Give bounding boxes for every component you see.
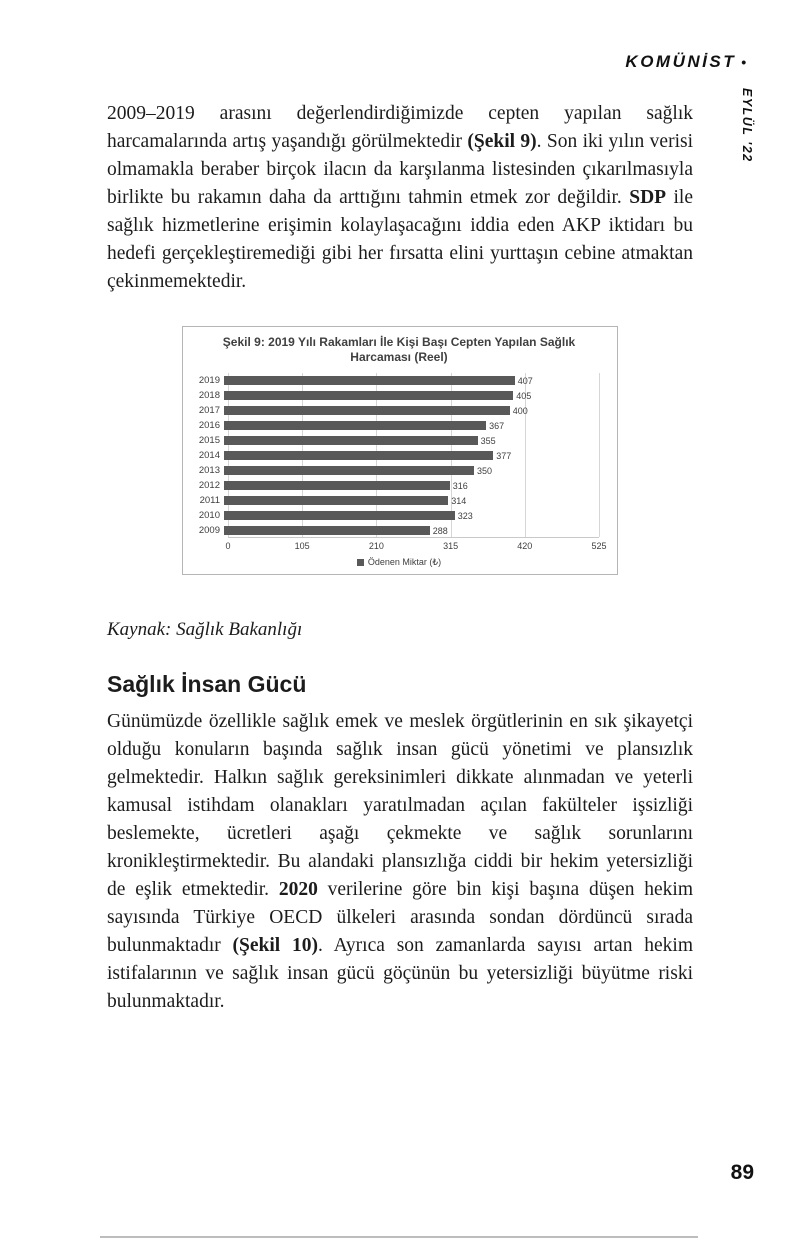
page-number: 89	[730, 1161, 754, 1184]
text-run: . Ayrıca son zamanlarda sayısı artan hekim istifalarının ve sağlık insan gücü göçünün bu yetersizliği büyütme riski bulunmaktadır.	[107, 935, 693, 1012]
text-run: 2009–2019 arasını değerlendirdiğimizde cepten yapılan sağlık harcamalarında artış yaşandığı görülmektedir	[107, 103, 693, 152]
bar-area	[224, 391, 599, 401]
x-axis-tick-label: 420	[517, 541, 533, 551]
bar-row	[191, 433, 607, 448]
y-axis-label: 2016	[198, 420, 220, 431]
bar-area	[224, 526, 599, 536]
y-axis-label: 2009	[198, 525, 220, 536]
bar-area	[224, 376, 599, 386]
bar	[224, 436, 478, 445]
text-run: . Son iki yılın verisi olmamakla beraber birçok ilacın da karşılanma listesinden çıkarılmasıyla birlikte bu rakamın daha da arttığını tahmin etmek zor değildir.	[107, 131, 693, 208]
chart-bars	[191, 373, 607, 538]
bold-text-run: (Şekil 9)	[467, 131, 537, 152]
y-axis-label: 2010	[198, 510, 220, 521]
masthead-bullet-icon: •	[741, 54, 746, 70]
x-axis	[225, 540, 607, 553]
x-axis-tick-label: 0	[225, 541, 231, 551]
y-axis-label: 2018	[198, 390, 220, 401]
bar	[224, 391, 513, 400]
bold-text-run: (Şekil 10)	[232, 935, 319, 956]
text-run: ile sağlık hizmetlerine erişimin kolaylaşacağını iddia eden AKP iktidarı bu hedefi gerçekleştiremediği gibi her fırsatta elini yurttaşın cebine atmaktan çekinmemektedir.	[107, 187, 693, 292]
text-run: Günümüzde özellikle sağlık emek ve meslek örgütlerinin en sık şikayetçi olduğu konuların başında sağlık insan gücü yönetimi ve plansızlık gelmektedir. Halkın sağlık gereksinimleri dikkate alınmadan ve yeterli kamusal istihdam olanakları yaratılmadan açılan fakülteler işsizliği beslemekte, ücretleri aşağı çekmekte ve sağlık sorunlarını kronikleştirmektedir. Bu alandaki plansızlığa ciddi bir hekim yetersizliği de eşlik etmektedir.	[107, 711, 693, 900]
bar-value-label: 316	[452, 480, 468, 491]
y-axis-label: 2013	[198, 465, 220, 476]
bar-row	[191, 373, 607, 388]
bar-area	[224, 466, 599, 476]
y-axis-label: 2014	[198, 450, 220, 461]
bar	[224, 466, 474, 475]
y-axis-label: 2012	[198, 480, 220, 491]
bar-row	[191, 403, 607, 418]
bar-value-label: 377	[496, 450, 512, 461]
masthead-title: KOMÜNİST	[625, 52, 737, 71]
chart-legend	[191, 556, 607, 568]
bar-value-label: 350	[477, 465, 493, 476]
bar-value-label: 314	[451, 495, 467, 506]
x-axis-tick-label: 315	[443, 541, 459, 551]
issue-date: EYLÜL '22	[740, 88, 754, 163]
bar-row	[191, 463, 607, 478]
paragraph-2	[107, 708, 693, 1016]
bar-value-label: 367	[489, 420, 505, 431]
chart-title: Şekil 9: 2019 Yılı Rakamları İle Kişi Başı Cepten Yapılan Sağlık Harcaması (Reel)	[222, 335, 576, 364]
bar	[224, 511, 455, 520]
y-axis-label: 2019	[198, 375, 220, 386]
bar-row	[191, 448, 607, 463]
masthead	[625, 52, 746, 72]
bar-area	[224, 481, 599, 491]
bar-area	[224, 421, 599, 431]
source-caption: Kaynak: Sağlık Bakanlığı	[107, 619, 303, 640]
page-bottom-edge	[100, 1236, 698, 1238]
bar-row	[191, 508, 607, 523]
bar-value-label: 400	[512, 405, 528, 416]
bar-area	[224, 511, 599, 521]
bar	[224, 376, 515, 385]
legend-swatch-icon	[357, 559, 364, 566]
bar	[224, 421, 486, 430]
bar	[224, 481, 450, 490]
x-axis-tick-label: 105	[294, 541, 310, 551]
chart-plot-area	[191, 373, 607, 538]
bar-value-label: 323	[457, 510, 473, 521]
bar-row	[191, 493, 607, 508]
bar-area	[224, 436, 599, 446]
x-axis-tick-label: 525	[591, 541, 607, 551]
text-run: verilerine göre bin kişi başına düşen hekim sayısında Türkiye OECD ülkeleri arasında sondan dördüncü sırada bulunmaktadır	[107, 879, 693, 956]
bold-text-run: 2020	[278, 879, 318, 900]
figure-9-chart	[182, 326, 618, 575]
bar-area	[224, 406, 599, 416]
x-axis-tick-label: 210	[368, 541, 384, 551]
bar-row	[191, 523, 607, 538]
bar	[224, 451, 493, 460]
paragraph-1	[107, 100, 693, 296]
y-axis-label: 2017	[198, 405, 220, 416]
bar-row	[191, 478, 607, 493]
bar-value-label: 355	[480, 435, 496, 446]
bar-area	[224, 451, 599, 461]
legend-label: Ödenen Miktar (₺)	[367, 556, 442, 567]
bar	[224, 406, 510, 415]
bar-row	[191, 418, 607, 433]
y-axis-label: 2011	[199, 495, 220, 506]
bar-value-label: 288	[432, 525, 448, 536]
bar-value-label: 405	[516, 390, 532, 401]
bar	[224, 526, 430, 535]
bar-value-label: 407	[517, 375, 533, 386]
bar	[224, 496, 448, 505]
y-axis-label: 2015	[198, 435, 220, 446]
article-body	[107, 100, 693, 1016]
bar-area	[224, 496, 599, 506]
section-heading: Sağlık İnsan Gücü	[107, 671, 307, 697]
bold-text-run: SDP	[629, 187, 667, 208]
bar-row	[191, 388, 607, 403]
